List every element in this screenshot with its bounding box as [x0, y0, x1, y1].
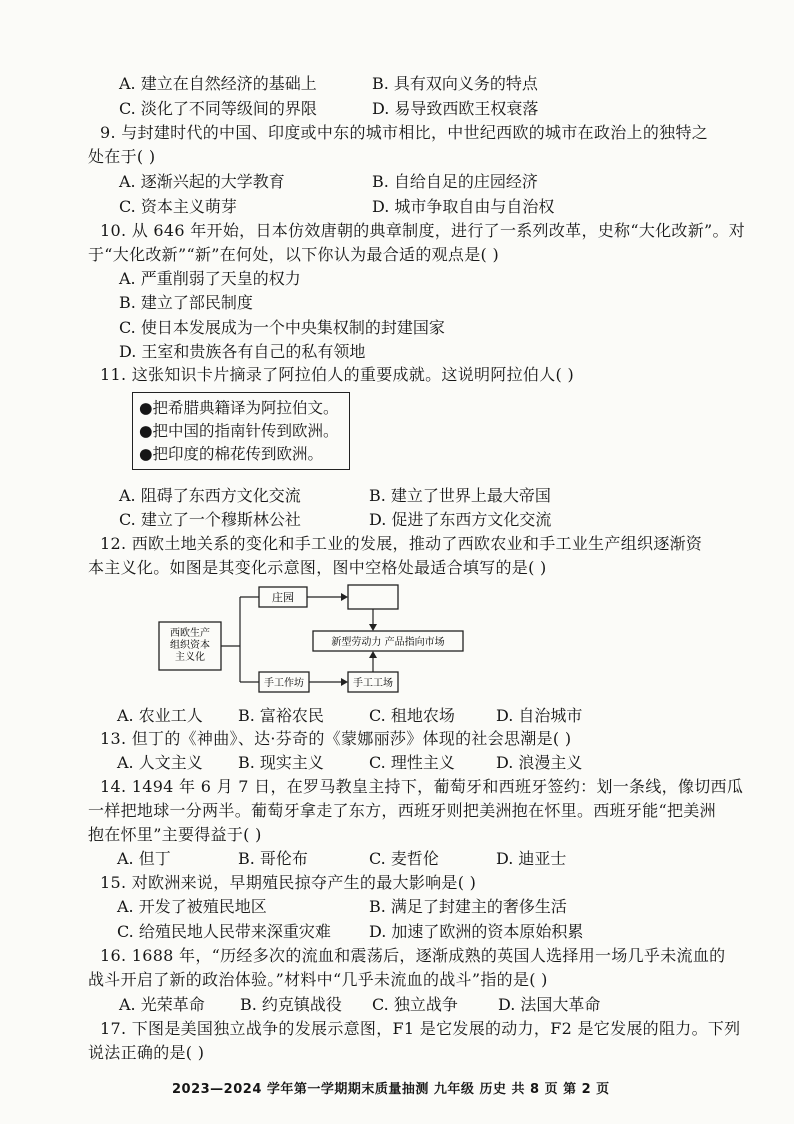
card-item: ●把中国的指南针传到欧洲。	[139, 422, 339, 440]
q16-option-a: A. 光荣革命	[119, 995, 205, 1014]
q11-stem: 11. 这张知识卡片摘录了阿拉伯人的重要成就。这说明阿拉伯人( )	[100, 365, 575, 384]
q15-option-d: D. 加速了欧洲的资本原始积累	[369, 922, 584, 941]
diagram-manufactory-text: 手工工场	[353, 678, 393, 689]
diagram-workshop-text: 手工作坊	[264, 678, 304, 689]
q15-option-b: B. 满足了封建主的奢侈生活	[369, 897, 567, 916]
q10-option-d: D. 王室和贵族各有自己的私有领地	[119, 342, 366, 361]
diagram-market-text: 新型劳动力 产品指向市场	[331, 637, 445, 648]
q10-option-a: A. 严重削弱了天皇的权力	[119, 269, 301, 288]
card-item: ●把印度的棉花传到欧洲。	[139, 445, 324, 463]
q14-stem-line3: 抱在怀里”主要得益于( )	[88, 825, 262, 844]
q10-stem-line1: 10. 从 646 年开始，日本仿效唐朝的典章制度，进行了一系列改革，史称“大化改新”。对	[100, 221, 746, 240]
q12-option-b: B. 富裕农民	[238, 706, 324, 725]
q14-option-b: B. 哥伦布	[238, 849, 308, 868]
q9-stem-line1: 9. 与封建时代的中国、印度或中东的城市相比，中世纪西欧的城市在政治上的独特之	[100, 123, 709, 142]
q8-option-a: A. 建立在自然经济的基础上	[119, 74, 317, 93]
q13-stem: 13. 但丁的《神曲》、达·芬奇的《蒙娜丽莎》体现的社会思潮是( )	[100, 729, 572, 748]
q16-option-c: C. 独立战争	[372, 995, 458, 1014]
q15-option-a: A. 开发了被殖民地区	[117, 897, 267, 916]
q9-option-a: A. 逐渐兴起的大学教育	[119, 172, 285, 191]
diagram-manor-text: 庄园	[272, 591, 294, 604]
q8-option-b: B. 具有双向义务的特点	[372, 74, 538, 93]
q13-option-a: A. 人文主义	[117, 753, 203, 772]
q8-option-c: C. 淡化了不同等级间的界限	[119, 99, 317, 118]
q10-option-b: B. 建立了部民制度	[119, 293, 253, 312]
q14-option-d: D. 迪亚士	[496, 849, 567, 868]
q16-stem-line1: 16. 1688 年，“历经多次的流血和震荡后，逐渐成熟的英国人选择用一场几乎未流血的	[100, 946, 726, 965]
q12-stem-line2: 本主义化。如图是其变化示意图，图中空格处最适合填写的是( )	[88, 558, 547, 577]
q12-stem-line1: 12. 西欧土地关系的变化和手工业的发展，推动了西欧农业和手工业生产组织逐渐资	[100, 534, 703, 553]
q10-option-c: C. 使日本发展成为一个中央集权制的封建国家	[119, 318, 445, 337]
q9-stem-line2: 处在于( )	[88, 147, 156, 166]
q13-option-c: C. 理性主义	[369, 753, 455, 772]
q9-option-b: B. 自给自足的庄园经济	[372, 172, 538, 191]
q15-stem: 15. 对欧洲来说，早期殖民掠夺产生的最大影响是( )	[100, 873, 477, 892]
q14-option-c: C. 麦哲伦	[369, 849, 439, 868]
page-footer: 2023—2024 学年第一学期期末质量抽测 九年级 历史 共 8 页 第 2 页	[172, 1082, 610, 1097]
q11-option-d: D. 促进了东西方文化交流	[369, 510, 552, 529]
q11-option-b: B. 建立了世界上最大帝国	[369, 486, 551, 505]
q14-stem-line1: 14. 1494 年 6 月 7 日，在罗马教皇主持下，葡萄牙和西班牙签约：划一条线，像切西瓜	[100, 777, 744, 796]
q12-option-a: A. 农业工人	[117, 706, 203, 725]
organization-change-diagram	[155, 582, 485, 696]
q16-option-b: B. 约克镇战役	[240, 995, 342, 1014]
q9-option-d: D. 城市争取自由与自治权	[372, 197, 555, 216]
q11-option-c: C. 建立了一个穆斯林公社	[119, 510, 301, 529]
q10-stem-line2: 于“大化改新”“新”在何处，以下你认为最合适的观点是( )	[88, 245, 499, 264]
q17-stem-line2: 说法正确的是( )	[88, 1043, 205, 1062]
q16-option-d: D. 法国大革命	[498, 995, 601, 1014]
q14-option-a: A. 但丁	[117, 849, 171, 868]
q13-option-d: D. 浪漫主义	[496, 753, 583, 772]
q15-option-c: C. 给殖民地人民带来深重灾难	[117, 922, 331, 941]
diagram-left-text-1: 西欧生产	[170, 628, 210, 639]
q17-stem-line1: 17. 下图是美国独立战争的发展示意图，F1 是它发展的动力，F2 是它发展的阻力。下列	[100, 1019, 741, 1038]
q16-stem-line2: 战斗开启了新的政治体验。”材料中“几乎未流血的战斗”指的是( )	[88, 970, 548, 989]
q11-option-a: A. 阻碍了东西方文化交流	[119, 486, 301, 505]
q14-stem-line2: 一样把地球一分两半。葡萄牙拿走了东方，西班牙则把美洲抱在怀里。西班牙能“把美洲	[88, 801, 716, 820]
q9-option-c: C. 资本主义萌芽	[119, 197, 237, 216]
diagram-left-text-3: 主义化	[175, 652, 205, 663]
q12-option-c: C. 租地农场	[369, 706, 455, 725]
diagram-left-text-2: 组织资本	[170, 640, 210, 651]
q12-option-d: D. 自治城市	[496, 706, 583, 725]
card-item: ●把希腊典籍译为阿拉伯文。	[139, 399, 339, 417]
q8-option-d: D. 易导致西欧王权衰落	[372, 99, 539, 118]
q13-option-b: B. 现实主义	[238, 753, 324, 772]
diagram-blank-box	[348, 585, 398, 609]
knowledge-card	[132, 392, 350, 470]
